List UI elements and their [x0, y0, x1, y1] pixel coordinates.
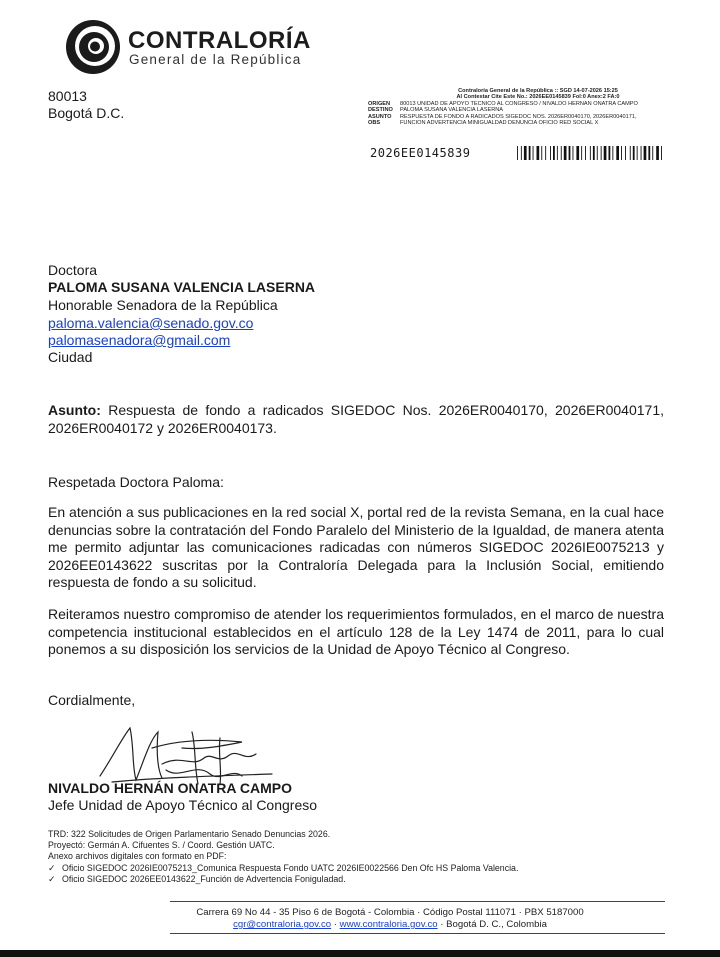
stamp-key: OBS — [368, 120, 381, 127]
barcode-bar — [550, 146, 551, 160]
barcode-bar — [533, 146, 534, 160]
stamp-key: ASUNTO — [368, 113, 392, 120]
barcode-bar — [648, 146, 650, 160]
stamp-line-1: Contraloría General de la República :: SGD 14-07-2026 15:25 — [458, 88, 618, 94]
subject-text: Respuesta de fondo a radicados SIGEDOC Nos. 2026ER0040170, 2026ER0040171, 2026ER0040172 y 2026ER0040173. — [48, 402, 665, 436]
barcode-bar — [524, 146, 527, 160]
stamp-key: DESTINO — [368, 107, 393, 114]
brand-name: CONTRALORÍA — [128, 27, 311, 54]
barcode-bar — [553, 146, 555, 160]
page-bottom-bar — [0, 950, 720, 957]
footer-separator: · — [331, 919, 340, 930]
barcode-bar — [644, 146, 647, 160]
radicado-stamp — [368, 88, 668, 126]
stamp-key: ORIGEN — [368, 100, 391, 107]
barcode-bar — [576, 146, 579, 160]
footer-contact — [170, 919, 610, 930]
attachment-text: Oficio SIGEDOC 2026EE0143622_Función de Advertencia Foniguladad. — [62, 874, 346, 884]
check-icon: ✓ — [48, 874, 56, 884]
barcode-bar — [590, 146, 591, 160]
barcode-bar — [661, 146, 662, 160]
barcode-bar — [573, 146, 574, 160]
barcode-bar — [612, 146, 613, 160]
recipient-salutation-title: Doctora — [48, 262, 98, 278]
barcode-bar — [564, 146, 567, 160]
closing: Cordialmente, — [48, 692, 136, 708]
barcode-bar — [637, 146, 638, 160]
stamp-value: PALOMA SUSANA VALENCIA LASERNA — [400, 107, 504, 114]
attachment-item — [48, 874, 346, 885]
barcode-bar — [557, 146, 558, 160]
attachment-item — [48, 863, 518, 874]
barcode-bar — [529, 146, 531, 160]
footnote-trd: TRD: 322 Solicitudes de Origen Parlamentario Senado Denuncias 2026. — [48, 829, 331, 839]
check-icon: ✓ — [48, 863, 56, 873]
barcode-bar — [641, 146, 642, 160]
footer-website-link[interactable]: www.contraloria.gov.co — [339, 919, 438, 930]
footer-email-link[interactable]: cgr@contraloria.gov.co — [233, 919, 332, 930]
radicado-number: 2026EE0145839 — [370, 146, 471, 160]
barcode-bar — [621, 146, 622, 160]
signatory-name: NIVALDO HERNÁN ONATRA CAMPO — [48, 780, 292, 796]
barcode-bar — [537, 146, 540, 160]
footer-address: Carrera 69 No 44 - 35 Piso 6 de Bogotá - Colombia · Código Postal 111071 · PBX 5187000 — [196, 907, 584, 918]
footer-separator: · — [437, 919, 447, 930]
barcode-bar — [601, 146, 602, 160]
barcode-bar — [604, 146, 607, 160]
recipient-email-alt-link[interactable]: palomasenadora@gmail.com — [48, 332, 231, 348]
barcode-bar — [585, 146, 586, 160]
body-paragraph-1: En atención a sus publicaciones en la red social X, portal red de la revista Semana, en la cual hace denuncias sobre la contratación del Fondo Paralelo del Ministerio de la Igualdad, de manera atenta me permito adjuntar las comunicaciones radicadas con números SIGEDOC 2026IE0075213 y 2026EE0143622 suscritas por la Contraloría Delegada para la Inclusión Social, emitiendo respuesta de fondo a su solicitud. — [48, 504, 664, 590]
footnote-anexo: Anexo archivos digitales con formato en PDF: — [48, 851, 227, 861]
contraloria-logo-icon — [64, 18, 122, 76]
stamp-value: 80013 UNIDAD DE APOYO TÉCNICO AL CONGRESO / NIVALDO HERNÁN ONATRA CAMPO — [400, 100, 638, 107]
footer-divider — [170, 901, 665, 902]
brand-subtitle: General de la República — [129, 52, 302, 67]
signatory-title: Jefe Unidad de Apoyo Técnico al Congreso — [48, 797, 318, 813]
barcode-bar — [609, 146, 611, 160]
recipient-email-link[interactable]: paloma.valencia@senado.gov.co — [48, 315, 254, 331]
barcode-bar — [517, 146, 518, 160]
footer-city: Bogotá D. C., Colombia — [446, 919, 547, 930]
barcode-bar — [656, 146, 659, 160]
barcode-bar — [616, 146, 619, 160]
subject-label: Asunto: — [48, 402, 101, 418]
barcode-bar — [593, 146, 595, 160]
barcode-bar — [597, 146, 598, 160]
barcode-bar — [545, 146, 546, 160]
stamp-row — [368, 120, 668, 126]
barcode-bar — [630, 146, 631, 160]
reference-city: Bogotá D.C. — [48, 105, 125, 121]
stamp-value: FUNCIÓN ADVERTENCIA MINIGUALDAD DENUNCIA OFICIO RED SOCIAL X — [400, 120, 599, 127]
greeting: Respetada Doctora Paloma: — [48, 474, 224, 490]
subject-line — [48, 402, 664, 437]
barcode-bar — [569, 146, 571, 160]
body-paragraph-2: Reiteramos nuestro compromiso de atender los requerimientos formulados, en el marco de nuestra competencia institucional establecidos en el artículo 128 de la Ley 1474 de 2011, para lo cual ponemos a su disposición los servicios de la Unidad de Apoyo Técnico al Congreso. — [48, 606, 664, 657]
stamp-value: RESPUESTA DE FONDO A RADICADOS SIGEDOC NOS. 2026ER0040170, 2026ER0040171, — [400, 113, 637, 120]
barcode-bar — [561, 146, 562, 160]
recipient-position: Honorable Senadora de la República — [48, 297, 278, 313]
barcode-icon — [517, 146, 663, 160]
footer-divider-bottom — [170, 933, 665, 934]
barcode-bar — [625, 146, 626, 160]
recipient-city: Ciudad — [48, 349, 93, 365]
stamp-line-2: Al Contestar Cite Este No.: 2026EE0145839 Fol:0 Anex:2 FA:0 — [456, 94, 620, 101]
reference-code: 80013 — [48, 88, 87, 104]
attachment-text: Oficio SIGEDOC 2026IE0075213_Comunica Respuesta Fondo UATC 2026IE0022566 Den Ofc HS Paloma Valencia. — [62, 863, 519, 873]
barcode-bar — [541, 146, 542, 160]
barcode-bar — [521, 146, 522, 160]
footnote-proyecto: Proyectó: Germán A. Cifuentes S. / Coord. Gestión UATC. — [48, 840, 275, 850]
barcode-bar — [633, 146, 635, 160]
recipient-name: PALOMA SUSANA VALENCIA LASERNA — [48, 279, 316, 295]
barcode-bar — [652, 146, 653, 160]
barcode-bar — [581, 146, 582, 160]
